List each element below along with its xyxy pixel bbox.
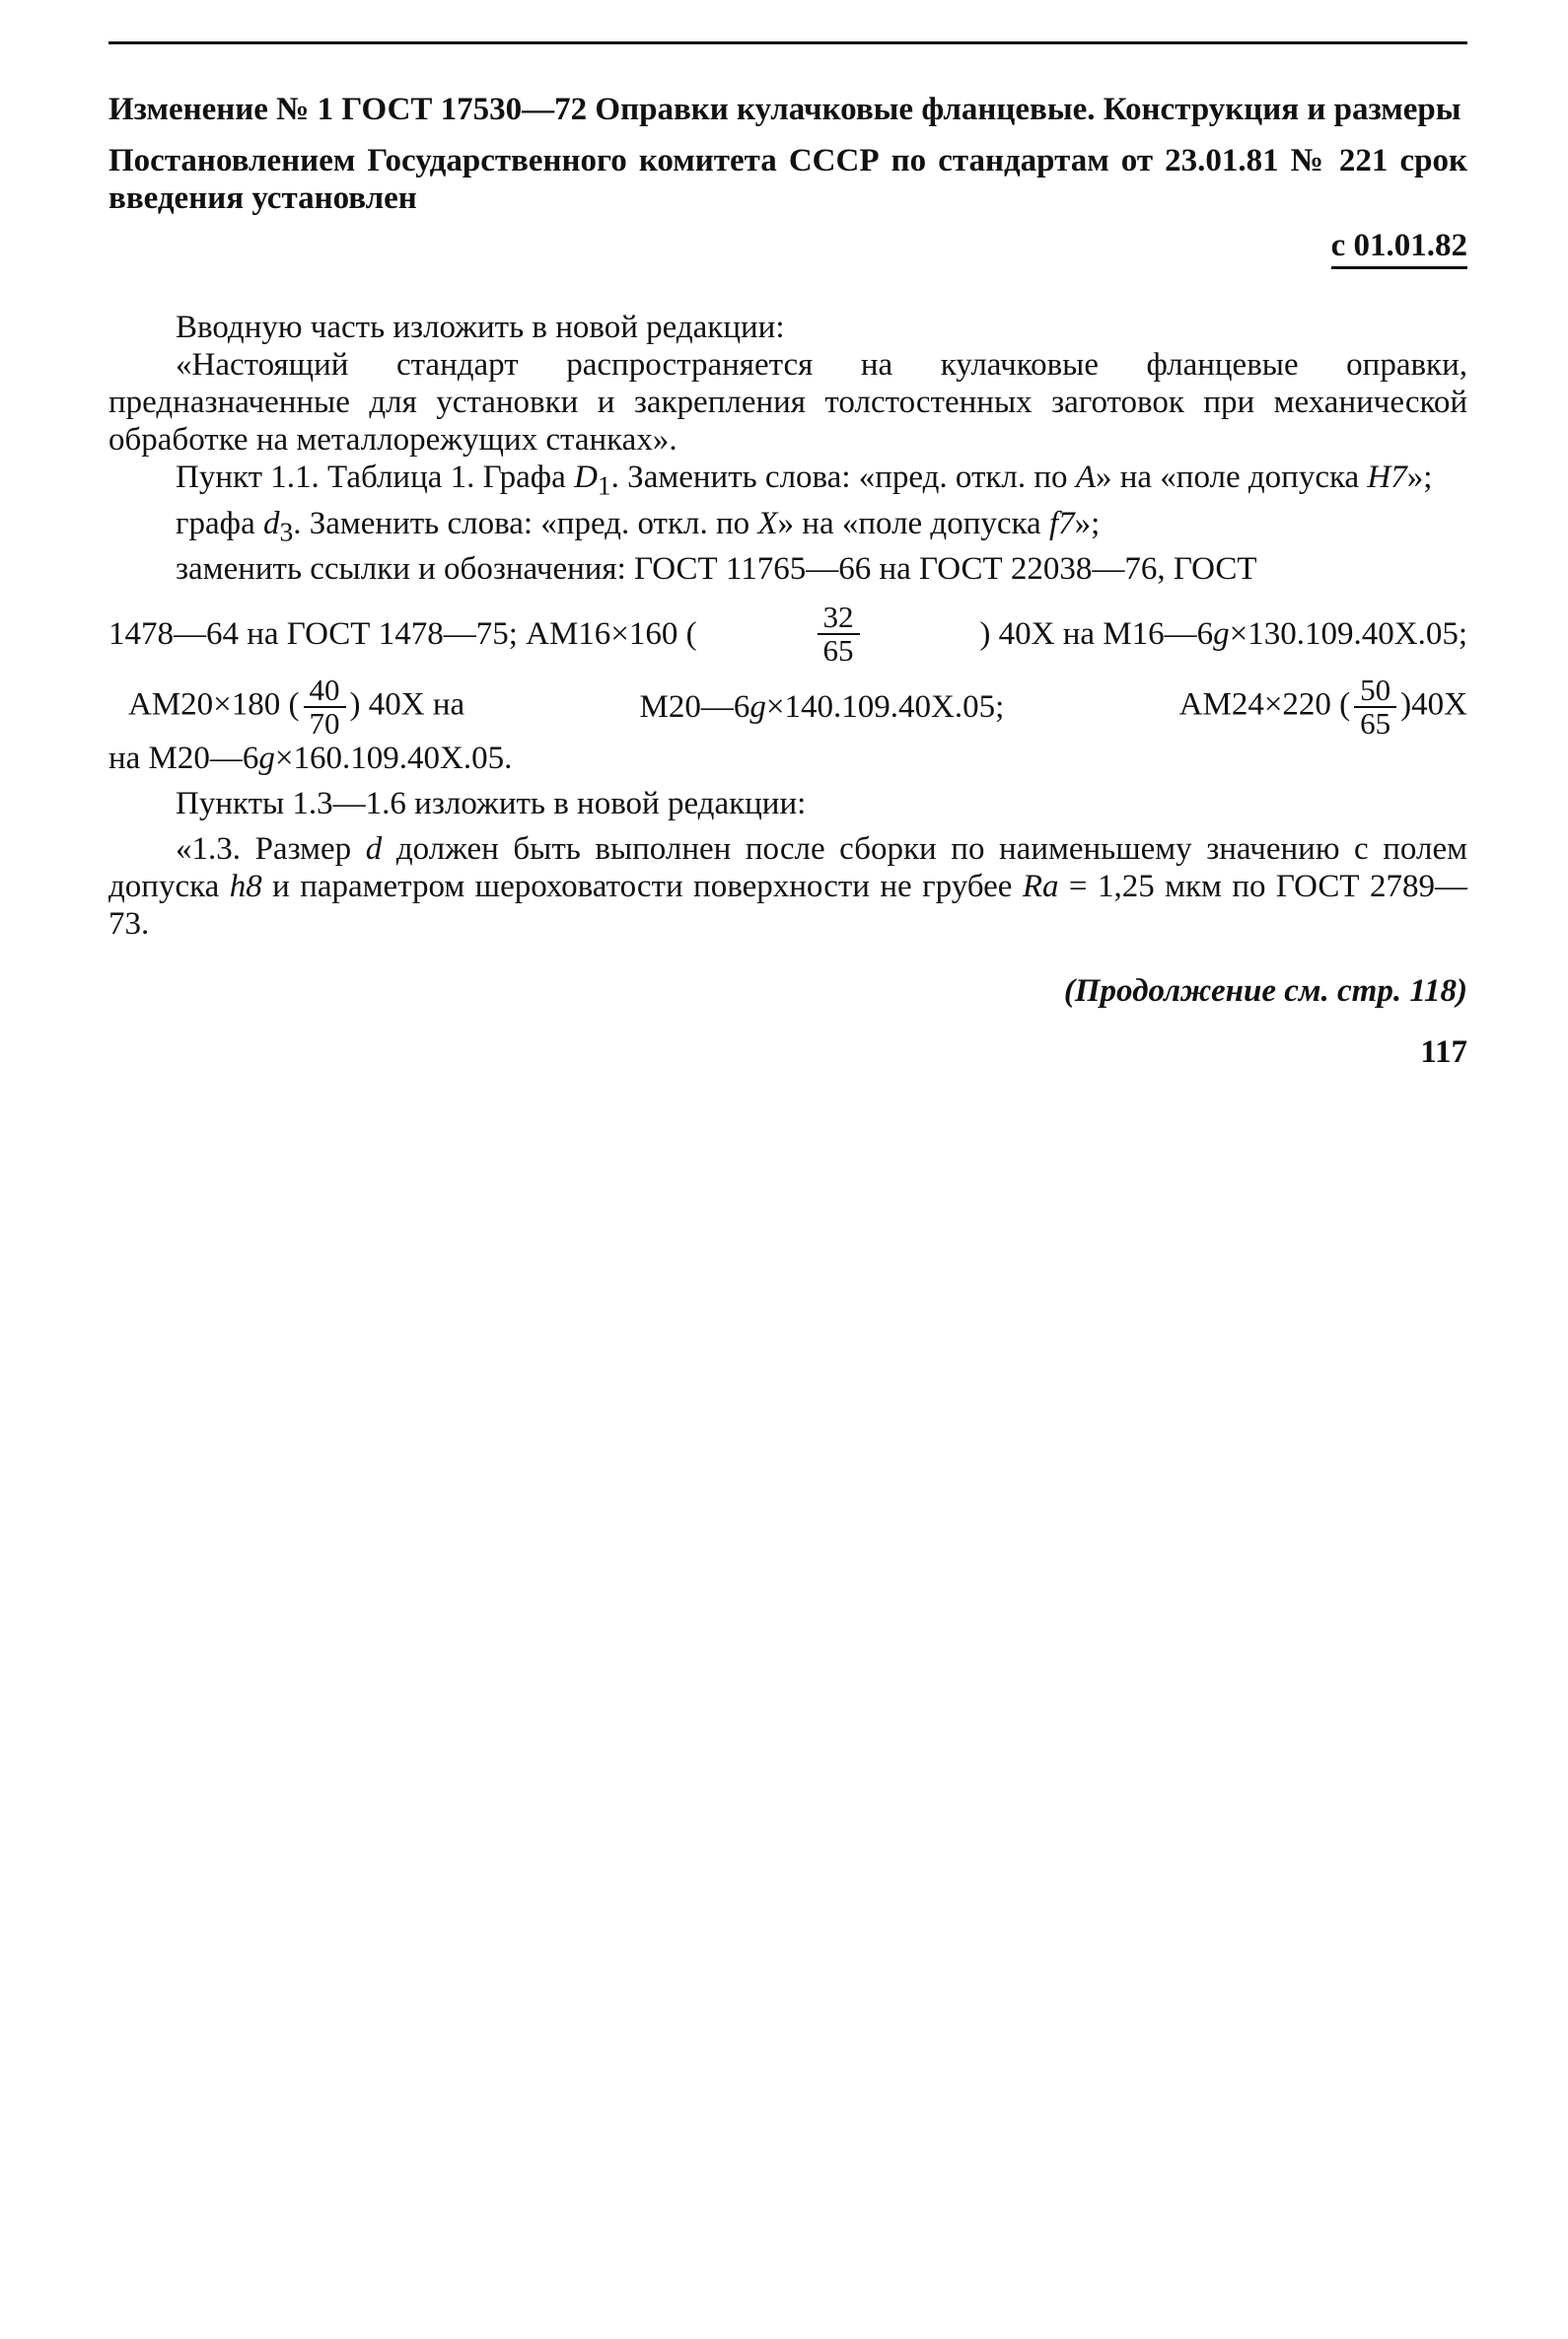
grafa-d3: графа $d_3$. Заменить слова: «пред. откл. по X» на «поле допуска f7»;: [176, 505, 1101, 547]
page-number: 117: [1420, 1034, 1467, 1071]
continuation-note: (Продолжение см. стр. 118): [1063, 973, 1467, 1010]
point-1-3: «1.3. Размер d должен быть выполнен после сборки по наименьшему значению с полем допуска h8 и параметром шероховатости поверхности не грубее Ra = 1,25 мкм по ГОСТ 2789—73.: [108, 831, 1467, 943]
point-1-1: Пункт 1.1. Таблица 1. Графа $D_1$. Заменить слова: «пред. откл. по A» на «поле допуска H7»;: [176, 460, 1433, 501]
references-line: заменить ссылки и обозначения: ГОСТ 11765—66 на ГОСТ 22038—76, ГОСТ: [176, 551, 1257, 588]
intro-text: «Настоящий стандарт распространяется на кулачковые фланцевые оправки, предназначенные для установки и закрепления толстостенных заготовок при механической обработке на металлорежущих станках».: [108, 347, 1467, 458]
effective-date-line: [108, 227, 1467, 269]
page-content: [108, 91, 1467, 1071]
decree-text: Постановлением Государственного комитета СССР по стандартам от 23.01.81 № 221 срок введения установлен: [108, 143, 1467, 216]
line-am16: 1478—64 на ГОСТ 1478—75; АМ16×160 ( $\frac{32}{65}$ ) 40Х на М16—6g×130.109.40Х.05;: [108, 600, 1467, 669]
amendment-heading: Изменение № 1 ГОСТ 17530—72 Оправки кулачковые фланцевые. Конструкция и размеры: [108, 92, 1461, 127]
fraction-40-70: $\frac{40}{70}$: [304, 674, 346, 740]
fraction-50-65: $\frac{50}{65}$: [1354, 674, 1396, 740]
points-heading: Пункты 1.3—1.6 изложить в новой редакции:: [176, 786, 807, 822]
line-am20-am24: АМ20×180 ( $\frac{40}{70}$ ) 40Х на М20—6g×140.109.40Х.05; АМ24×220 ( $\frac{50}{65}$ )40Х: [128, 673, 1467, 742]
top-rule: [108, 41, 1467, 44]
effective-date: с 01.01.82: [1331, 227, 1467, 269]
line-m20: на М20—6g×160.109.40Х.05.: [108, 741, 513, 777]
fraction-32-65: $\frac{32}{65}$: [818, 602, 860, 667]
intro-heading: Вводную часть изложить в новой редакции:: [176, 310, 785, 345]
